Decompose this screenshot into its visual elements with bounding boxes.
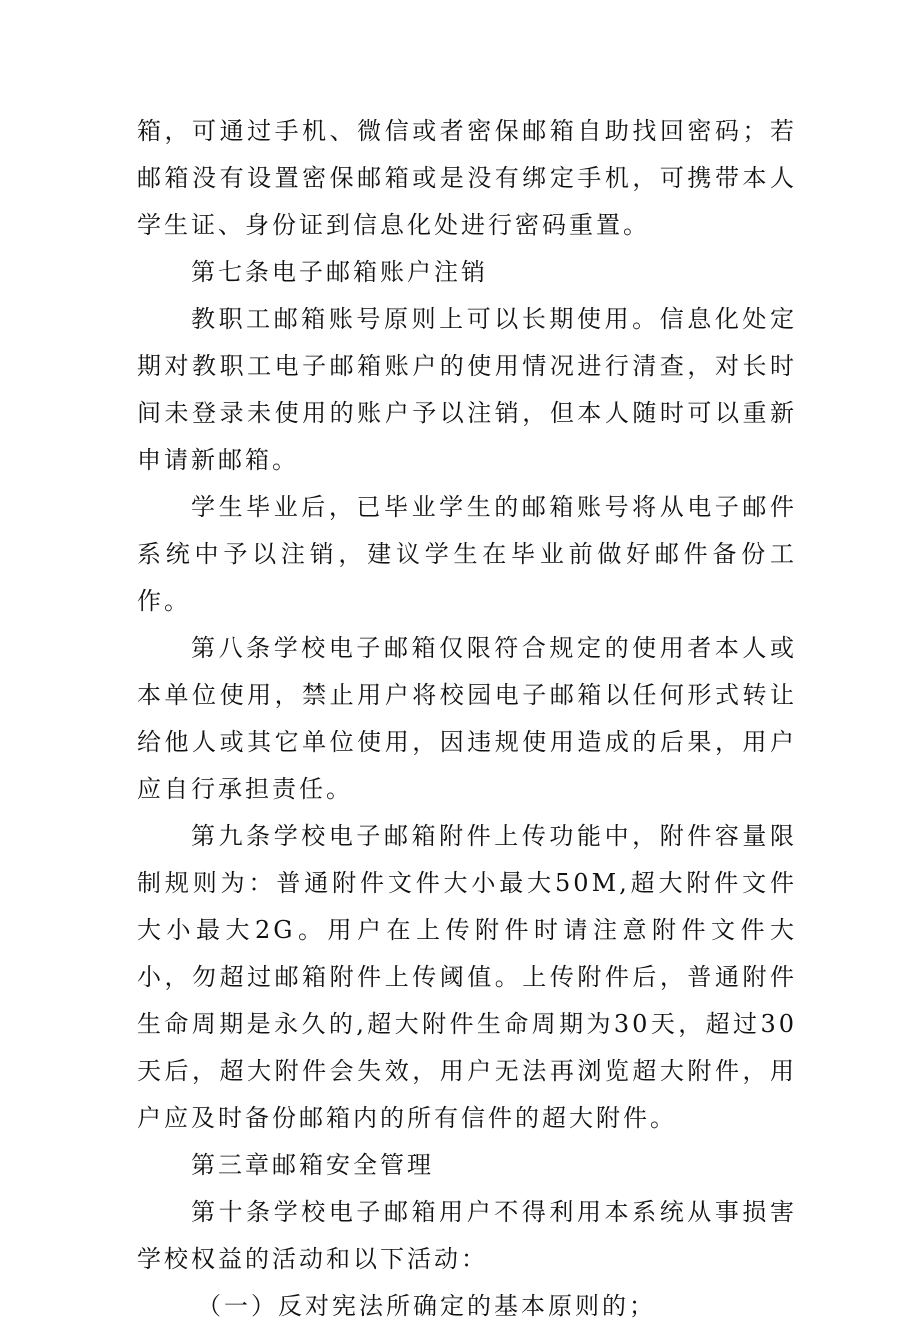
article-8-paragraph: 第八条学校电子邮箱仅限符合规定的使用者本人或本单位使用，禁止用户将校园电子邮箱以任何形式转让给他人或其它单位使用，因违规使用造成的后果，用户应自行承担责任。	[137, 634, 797, 803]
article-7-heading: 第七条电子邮箱账户注销	[191, 258, 488, 286]
article-10-paragraph: 第十条学校电子邮箱用户不得利用本系统从事损害学校权益的活动和以下活动：	[137, 1198, 797, 1273]
article-7-students-paragraph: 学生毕业后，已毕业学生的邮箱账号将从电子邮件系统中予以注销，建议学生在毕业前做好邮件备份工作。	[137, 493, 797, 615]
article-10-item-1: （一）反对宪法所确定的基本原则的；	[197, 1292, 656, 1320]
continued-paragraph: 箱，可通过手机、微信或者密保邮箱自助找回密码；若邮箱没有设置密保邮箱或是没有绑定手机，可携带本人学生证、身份证到信息化处进行密码重置。	[137, 117, 797, 239]
article-9-paragraph: 第九条学校电子邮箱附件上传功能中，附件容量限制规则为：普通附件文件大小最大50M,超大附件文件大小最大2G。用户在上传附件时请注意附件文件大小，勿超过邮箱附件上传阈值。上传附件后，普通附件生命周期是永久的,超大附件生命周期为30天，超过30天后，超大附件会失效，用户无法再浏览超大附件，用户应及时备份邮箱内的所有信件的超大附件。	[137, 822, 797, 1132]
document-body	[137, 108, 797, 1330]
chapter-3-heading: 第三章邮箱安全管理	[191, 1151, 434, 1179]
article-7-staff-paragraph: 教职工邮箱账号原则上可以长期使用。信息化处定期对教职工电子邮箱账户的使用情况进行清查，对长时间未登录未使用的账户予以注销，但本人随时可以重新申请新邮箱。	[137, 305, 797, 474]
